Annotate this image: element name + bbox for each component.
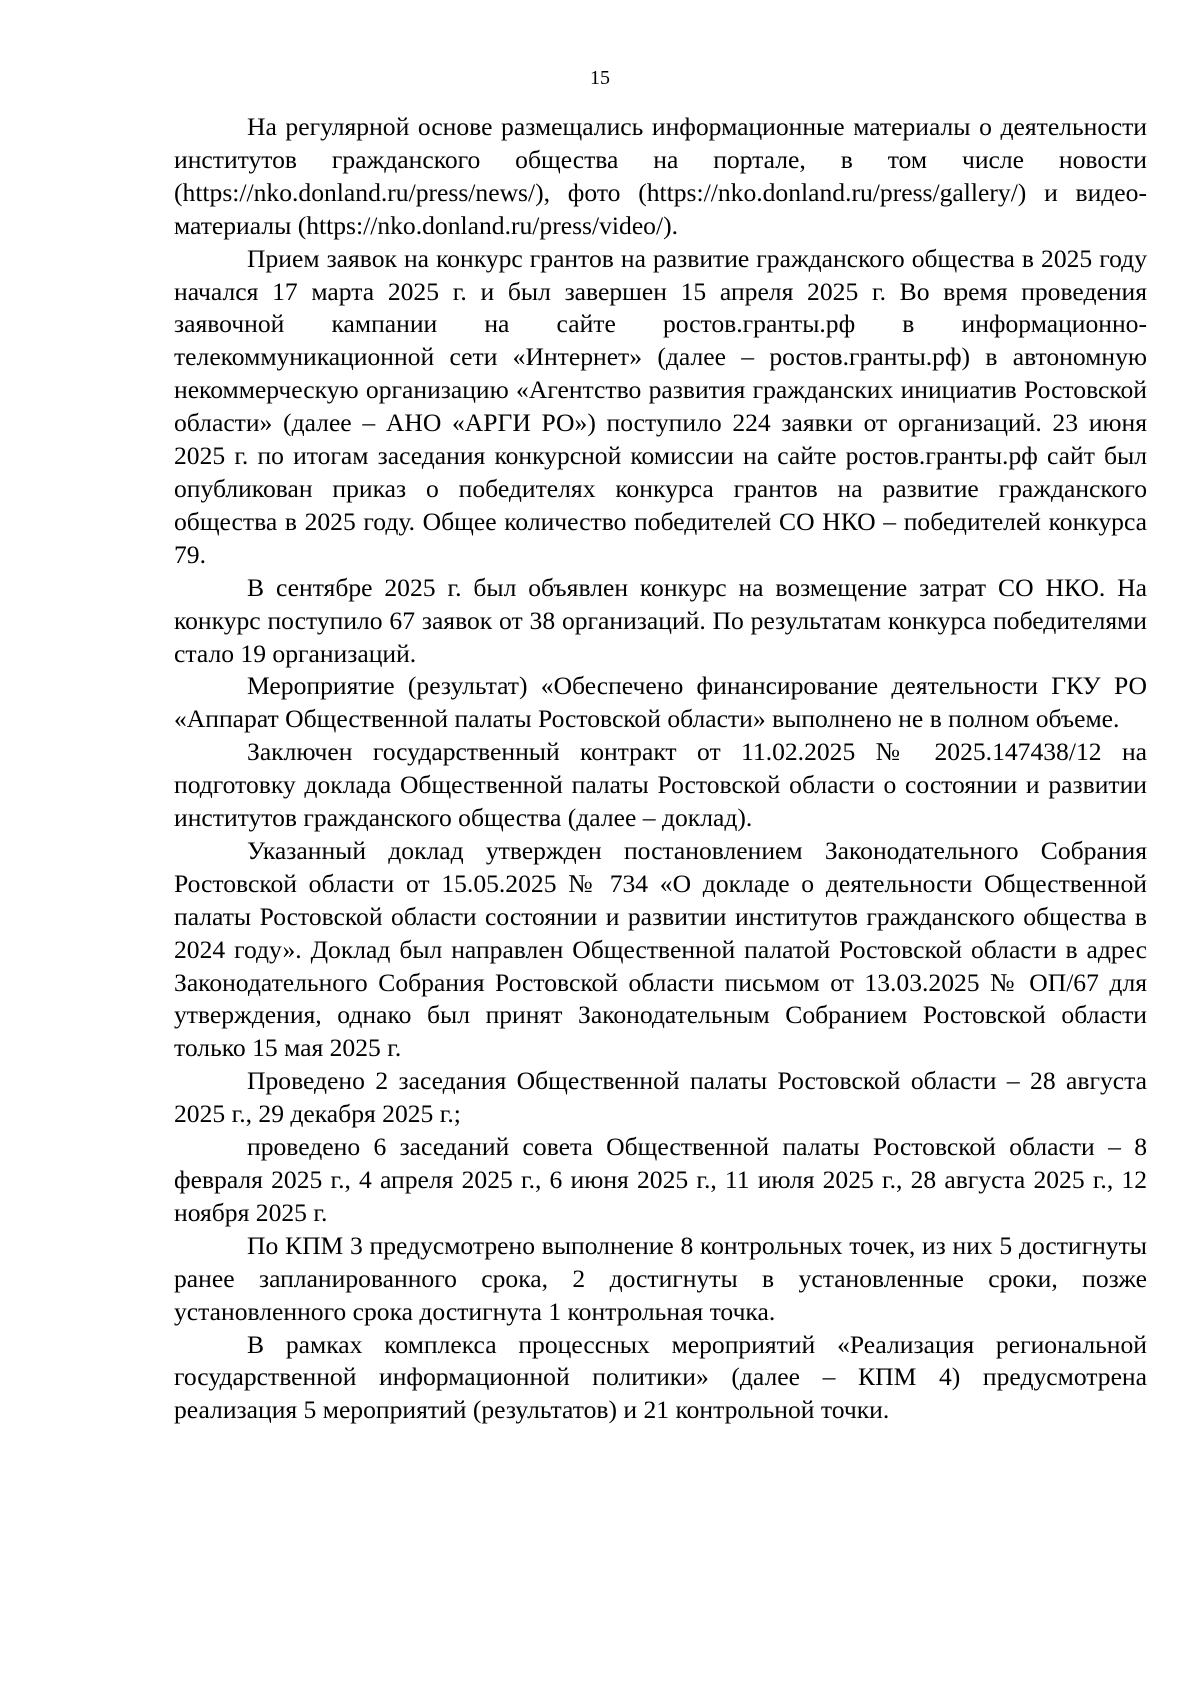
paragraph-kpm3-checkpoints: По КПМ 3 предусмотрено выполнение 8 контрольных точек, из них 5 достигнуты ранее запланированного срока, 2 достигнуты в установленные сроки, позже установленного срока достигнута 1 контрольная точка. (174, 1230, 1147, 1326)
paragraph-cost-reimbursement: В сентябре 2025 г. был объявлен конкурс на возмещение затрат СО НКО. На конкурс поступило 67 заявок от 38 организаций. По результатам конкурса победителями стало 19 организаций. (174, 572, 1147, 668)
paragraph-state-contract: Заключен государственный контракт от 11.02.2025 № 2025.147438/12 на подготовку доклада Общественной палаты Ростовской области о состоянии и развитии институтов гражданского общества (далее – доклад). (174, 737, 1147, 833)
paragraph-grant-competition: Прием заявок на конкурс грантов на развитие гражданского общества в 2025 году начался 17 марта 2025 г. и был завершен 15 апреля 2025 г. Во время проведения заявочной кампании на сайте ростов.гранты.рф в информационно-телекоммуникационной сети «Интернет» (далее – ростов.гранты.рф) в автономную некоммерческую организацию «Агентство развития гражданских инициатив Ростовской области» (далее – АНО «АРГИ РО») поступило 224 заявки от организаций. 23 июня 2025 г. по итогам заседания конкурсной комиссии на сайте ростов.гранты.рф сайт был опубликован приказ о победителях конкурса грантов на развитие гражданского общества в 2025 году. Общее количество победителей СО НКО – победителей конкурса 79. (174, 243, 1147, 569)
document-body (174, 111, 1147, 1427)
paragraph-kpm4: В рамках комплекса процессных мероприятий «Реализация региональной государственной информационной политики» (далее – КПМ 4) предусмотрена реализация 5 мероприятий (результатов) и 21 контрольной точки. (174, 1329, 1147, 1425)
paragraph-chamber-meetings: Проведено 2 заседания Общественной палаты Ростовской области – 28 августа 2025 г., 29 декабря 2025 г.; (174, 1066, 1147, 1129)
page-number: 15 (590, 67, 610, 89)
paragraph-info-materials: На регулярной основе размещались информационные материалы о деятельности институтов гражданского общества на портале, в том числе новости (https://nko.donland.ru/press/news/), фото (https://nko.donland.ru/press/gallery/) и видео-материалы (https://nko.donland.ru/press/video/). (174, 112, 1147, 240)
paragraph-council-meetings: проведено 6 заседаний совета Общественной палаты Ростовской области – 8 февраля 2025 г., 4 апреля 2025 г., 6 июня 2025 г., 11 июля 2025 г., 28 августа 2025 г., 12 ноября 2025 г. (174, 1132, 1147, 1227)
paragraph-report-approval: Указанный доклад утвержден постановлением Законодательного Собрания Ростовской области от 15.05.2025 № 734 «О докладе о деятельности Общественной палаты Ростовской области состоянии и развитии институтов гражданского общества в 2024 году». Доклад был направлен Общественной палатой Ростовской области в адрес Законодательного Собрания Ростовской области письмом от 13.03.2025 № ОП/67 для утверждения, однако был принят Законодательным Собранием Ростовской области только 15 мая 2025 г. (174, 835, 1147, 1063)
paragraph-financing-event: Мероприятие (результат) «Обеспечено финансирование деятельности ГКУ РО «Аппарат Общественной палаты Ростовской области» выполнено не в полном объеме. (174, 671, 1147, 734)
